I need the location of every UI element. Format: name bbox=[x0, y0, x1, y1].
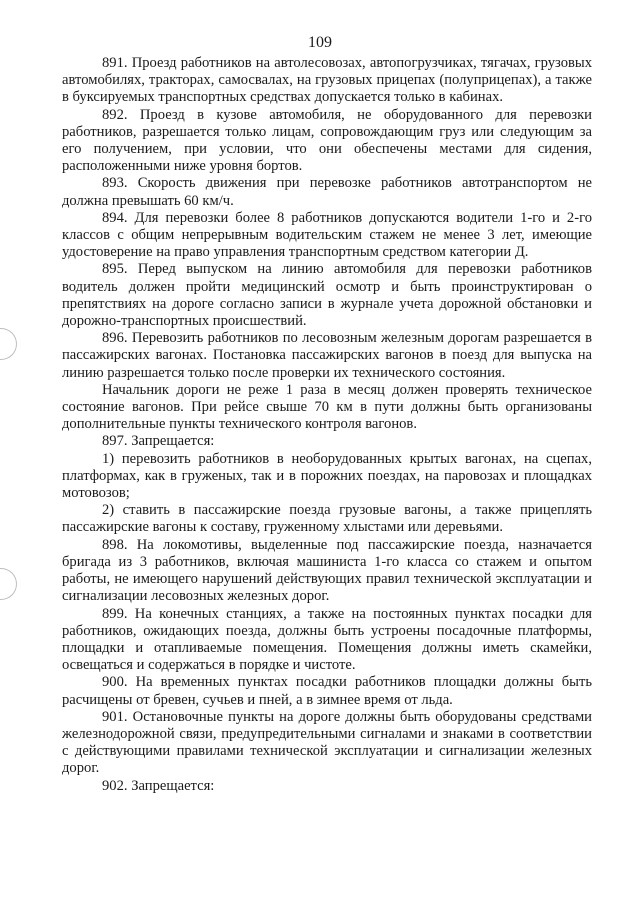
paragraph-891: 891. Проезд работников на автолесовозах, автопогрузчиках, тягачах, грузовых автомобилях, тракторах, самосвалах, на грузовых прицепах (полуприцепах), а также в буксируемых транспортных средствах допускается только в кабинах. bbox=[62, 55, 592, 106]
paragraph-894: 894. Для перевозки более 8 работников допускаются водители 1-го и 2-го классов с общим непрерывным водительским стажем не менее 3 лет, имеющие удостоверение на право управления транспортным средством категории Д. bbox=[62, 209, 592, 261]
paragraph-902: 902. Запрещается: bbox=[102, 777, 215, 794]
paragraph-896: 896. Перевозить работников по лесовозным железным дорогам разрешается в пассажирских вагонах. Постановка пассажирских вагонов в поезд для выпуска на линию разрешается только после проверки их технического состояния. bbox=[62, 330, 592, 381]
paragraph-899: 899. На конечных станциях, а также на постоянных пунктах посадки для работников, ожидающих поезда, должны быть устроены посадочные платформы, площадки и отапливаемые помещения. Помещения должны иметь скамейки, освещаться и содержаться в порядке и чистоте. bbox=[62, 605, 592, 674]
paragraph-896-continued: Начальник дороги не реже 1 раза в месяц должен проверять техническое состояние вагонов. При рейсе свыше 70 км в пути должны быть организованы дополнительные пункты технического контроля вагонов. bbox=[62, 381, 592, 433]
paragraph-901: 901. Остановочные пункты на дороге должны быть оборудованы средствами железнодорожной связи, предупредительными сигналами и знаками в соответствии с действующими правилами технической эксплуатации и сигнализации железных дорог. bbox=[62, 708, 592, 777]
list-item-897-2: 2) ставить в пассажирские поезда грузовые вагоны, а также прицеплять пассажирские вагоны к составу, груженному хлыстами или деревьями. bbox=[62, 502, 592, 536]
paragraph-900: 900. На временных пунктах посадки работников площадки должны быть расчищены от бревен, сучьев и пней, а в зимнее время от льда. bbox=[62, 674, 592, 708]
paragraph-898: 898. На локомотивы, выделенные под пассажирские поезда, назначается бригада из 3 работников, включая машиниста 1-го класса со стажем и опытом работы, не имеющего нарушений действующих правил технической эксплуатации и сигнализации лесовозных железных дорог. bbox=[62, 536, 592, 605]
punch-hole-mark bbox=[0, 568, 17, 600]
paragraph-892: 892. Проезд в кузове автомобиля, не оборудованного для перевозки работников, разрешается только лицам, сопровождающим груз или следующим за его получением, при условии, что они обеспечены местами для сидения, расположенными ниже уровня бортов. bbox=[62, 106, 592, 175]
page-number: 109 bbox=[308, 34, 332, 51]
paragraph-895: 895. Перед выпуском на линию автомобиля для перевозки работников водитель должен пройти медицинский осмотр и быть проинструктирован о препятствиях на дороге согласно записи в журнале учета дорожной обстановки и дорожно-транспортных происшествий. bbox=[62, 261, 592, 330]
paragraph-897: 897. Запрещается: bbox=[102, 433, 215, 450]
paragraph-893: 893. Скорость движения при перевозке работников автотранспортом не должна превышать 60 км/ч. bbox=[62, 175, 592, 209]
document-body bbox=[62, 55, 592, 795]
list-item-897-1: 1) перевозить работников в необорудованных крытых вагонах, на сцепах, платформах, как в груженых, так и в порожних поездах, на паровозах и площадках мотовозов; bbox=[62, 450, 592, 502]
punch-hole-mark bbox=[0, 328, 17, 360]
